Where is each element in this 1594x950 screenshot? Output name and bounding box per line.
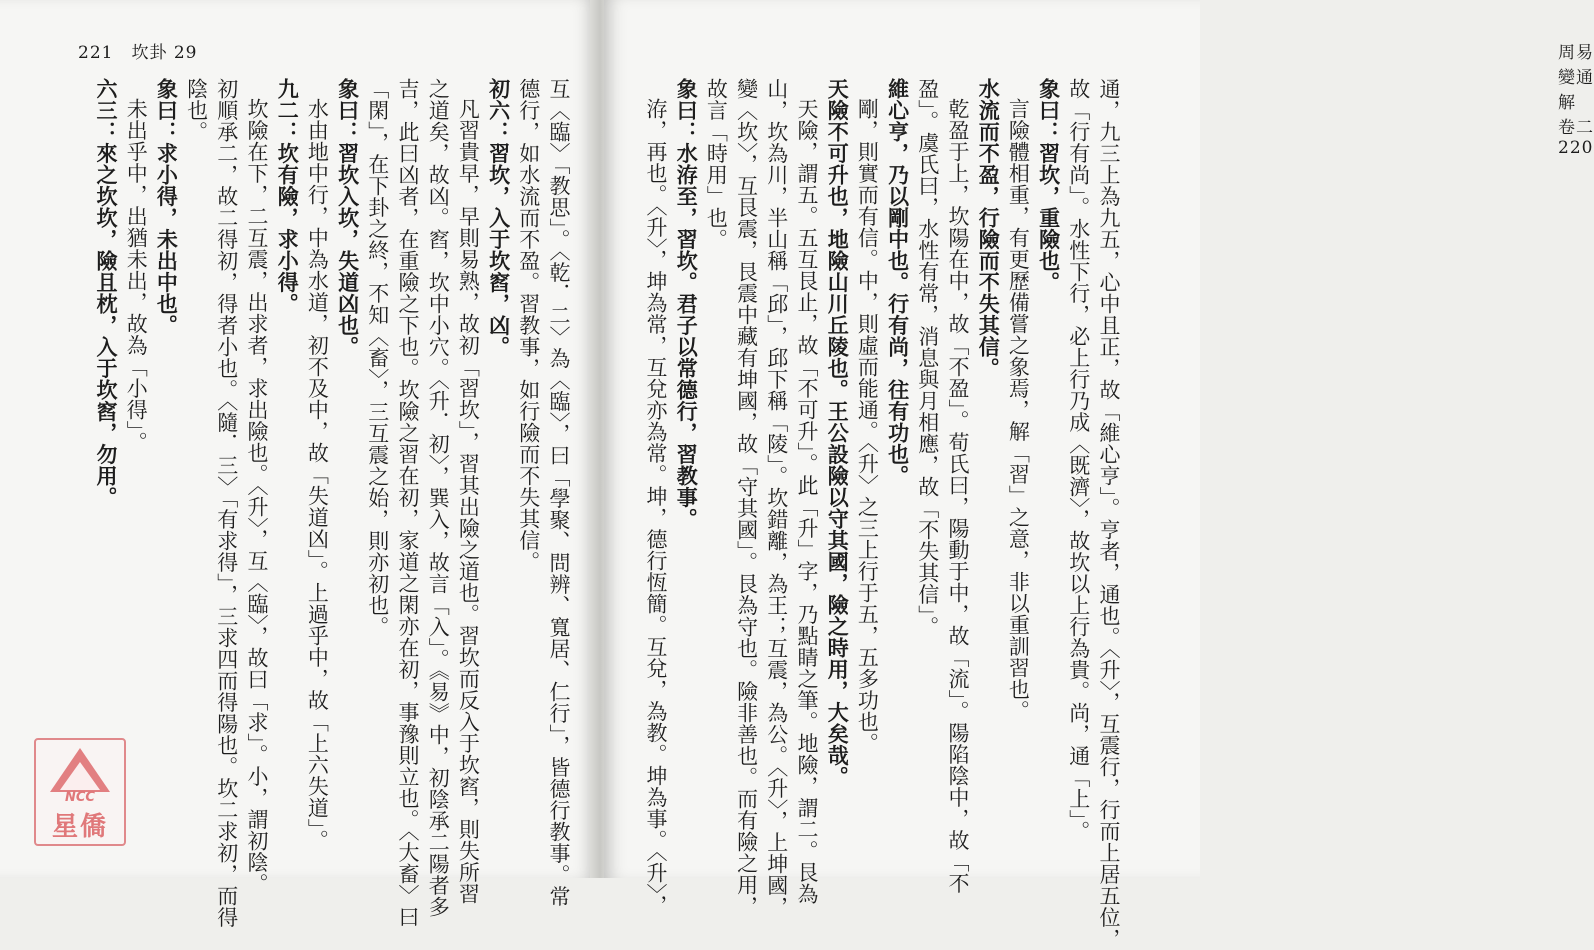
text-heading-column: 初六：習坎，入于坎窞，凶。 [486, 78, 512, 358]
right-page-header: 周易變通解 卷二 220 [1558, 43, 1594, 158]
left-page-header: 221 坎卦 29 [78, 43, 198, 63]
text-column: 未出乎中，出猶未出，故為「小得」。 [124, 98, 149, 453]
text-column: 言險體相重，有更歷備嘗之象焉，解「習」之意，非以重訓習也。 [1006, 98, 1031, 722]
text-heading-column: 六三：來之坎坎，險且枕，入于坎窞，勿用。 [94, 78, 119, 508]
text-column: 凡習貴早，早則易熟，故初「習坎」，習其出險之道也。習坎而反入于坎窞，則失所習 [456, 98, 481, 905]
text-column: 乾盈于上，坎陽在中，故「不盈」。荀氏曰，陽動于中，故「流」。陽陷陰中，故「不 [946, 98, 970, 894]
text-column: 陰也。 [184, 78, 209, 143]
text-column: 初順承二，故二得初，得者小也。〈隨．三〉「有求得」，三求四而得陽也。坎二求初，而得 [214, 78, 239, 928]
text-heading-column: 象曰：求小得，未出中也。 [154, 78, 180, 336]
text-column: 故「行有尚」。水性下行，必上行乃成〈既濟〉，故坎以上行為貴。尚，通「上」。 [1066, 78, 1091, 842]
text-heading-column: 天險不可升也，地險山川丘陵也。王公設險以守其國，險之時用，大矣哉。 [825, 78, 851, 788]
text-heading-column: 九二：坎有險，求小得。 [275, 78, 301, 315]
text-heading-column: 維心亨，乃以剛中也。行有尚，往有功也。 [885, 78, 911, 487]
text-heading-column: 象曰：習坎入坎，失道凶也。 [335, 78, 361, 358]
text-column: 故言「時用」也。 [704, 78, 729, 250]
text-column: 德行，如水流而不盈。習教事，如行險而不失其信。 [516, 78, 541, 573]
text-heading-column: 象曰：習坎，重險也。 [1036, 78, 1062, 293]
right-page [604, 0, 1594, 950]
seal-name: 星僑 [51, 812, 108, 842]
text-column: 通，九三上為九五，心中且正，故「維心亨」。亨者，通也。〈升〉，互震行，行而上居五位， [1097, 78, 1121, 950]
text-column: 盈」。虞氏曰，水性有常，消息與月相應，故「不失其信」。 [915, 78, 940, 638]
left-page [0, 0, 596, 928]
publisher-seal [34, 738, 126, 846]
text-column: 坎險在下，二互震，出求者，求出險也。〈升〉，互〈臨〉，故曰「求」。小，謂初陰。 [245, 98, 269, 895]
text-column: 山，坎為川，半山稱「邱」，邱下稱「陵」。坎錯離，為王；互震，為公。〈升〉，上坤國， [764, 78, 789, 918]
text-column: 剛，則實而有信。中，則虛而能通。〈升〉之三上行于五，五多功也。 [855, 98, 880, 754]
text-heading-column: 水流而不盈，行險而不失其信。 [976, 78, 1002, 379]
seal-initials: NCC [65, 790, 95, 805]
text-column: 水由地中行，中為水道，初不及中，故「失道凶」。上過乎中，故「上六失道」。 [305, 98, 330, 851]
text-column: 之道矣，故凶。窞，坎中小穴。〈升．初〉，巽入，故言「入」。《易》中，初陰承二陽者多 [426, 78, 451, 918]
text-column: 「閑」，在下卦之終，不知〈畜〉，三互震之始，則亦初也。 [365, 78, 390, 638]
text-column: 變〈坎〉，互艮震，艮震中藏有坤國，故「守其國」。艮為守也。險非善也。而有險之用， [734, 78, 759, 917]
text-column: 互〈臨〉「教思」。〈乾．二〉為〈臨〉，曰「學聚、問辨、寬居、仁行」，皆德行教事。常 [547, 78, 571, 907]
text-column: 天險，謂五。五互艮止，故「不可升」。此「升」字，乃點睛之筆。地險，謂二。艮為 [795, 98, 819, 905]
text-heading-column: 象曰：水洊至，習坎。君子以常德行，習教事。 [674, 78, 700, 530]
text-column: 洊，再也。〈升〉，坤為常，互兌亦為常。坤，德行恆簡。互兌，為教。坤為事。〈升〉， [644, 98, 668, 916]
text-column: 吉，此曰凶者，在重險之下也。坎險之習在初，家道之閑亦在初，事豫則立也。〈大畜〉曰 [396, 78, 420, 928]
